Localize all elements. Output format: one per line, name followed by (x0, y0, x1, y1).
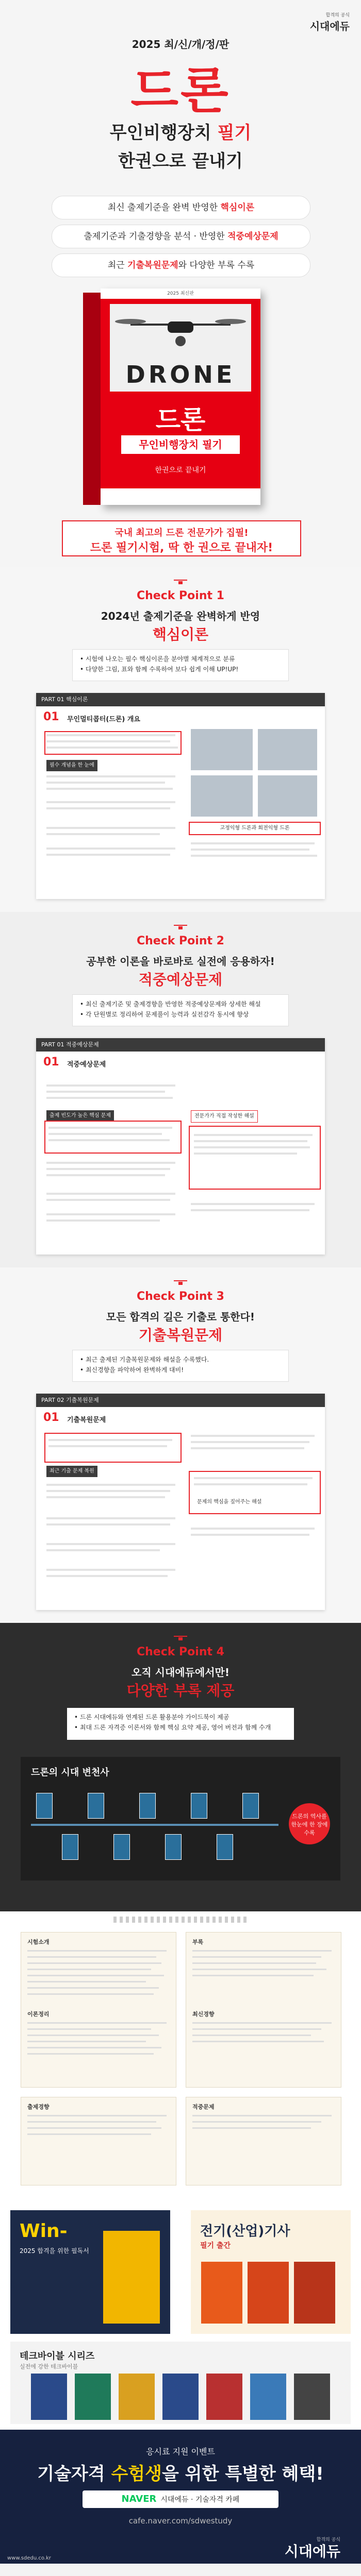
text-line (46, 1193, 175, 1195)
drone-photo-1 (191, 729, 253, 770)
text-line (191, 855, 317, 857)
text-line (191, 1435, 315, 1437)
timeline-card (36, 1793, 53, 1819)
drone-photo-4 (258, 775, 317, 817)
chapter-number: 01 (43, 1056, 59, 1069)
catalog-panel-3 (21, 2097, 176, 2185)
checkpoint-title: 기출복원문제 (138, 1327, 223, 1344)
catalog-line (27, 1956, 156, 1958)
note-item: • 최신경향을 파악하여 완벽하게 대비! (80, 1366, 184, 1374)
ad-denki-title: 전기(산업)기사 (200, 2224, 290, 2239)
text-line (191, 1203, 315, 1205)
text-line (194, 1134, 313, 1136)
checkpoint-subtitle: 오직 시대에듀에서만! (132, 1666, 229, 1679)
text-line (46, 1199, 170, 1201)
feature-pill-2 (52, 225, 310, 248)
text-line (46, 1219, 160, 1222)
catalog-panel-4 (186, 2097, 341, 2185)
ad-denki-subtitle: 필기 출간 (200, 2242, 231, 2250)
text-line (194, 1477, 313, 1479)
text-line (46, 782, 165, 784)
catalog-line (27, 2133, 151, 2135)
side-callout: 전문가가 직접 작성한 해설 (191, 1110, 258, 1123)
catalog-line (27, 2053, 154, 2055)
catalog-line (27, 2022, 167, 2024)
checkpoint-tag: Check Point 2 (137, 935, 224, 947)
note-item: • 각 단원별로 정리하여 문제풀이 능력과 실전감각 동시에 향상 (80, 1011, 249, 1018)
ads-section (0, 2200, 361, 2430)
checkpoint-1-section (0, 567, 361, 912)
checkpoint-subtitle: 2024년 출제기준을 완벽하게 반영 (101, 610, 260, 622)
drone-mini-icon (173, 922, 188, 933)
catalog-line (192, 1975, 314, 1976)
text-line (191, 849, 309, 851)
feature-pill-1 (52, 196, 310, 219)
drone-icon (110, 304, 251, 361)
chapter-title: 기출복원문제 (67, 1416, 106, 1424)
catalog-heading: 최신경향 (192, 2011, 215, 2018)
sample-page-header: PART 01 적중예상문제 (36, 1038, 325, 1052)
catalog-line (192, 2028, 321, 2030)
catalog-line (27, 1987, 159, 1989)
ad-book (31, 2374, 67, 2420)
note-text: 시험에 나오는 필수 핵심이론을 분야별 체계적으로 분류 (85, 655, 235, 663)
ad-denki[interactable] (191, 2210, 351, 2334)
drone-mini-icon (173, 577, 188, 587)
note-text: 드론 시대에듀와 연계된 드론 활용분야 가이드북이 제공 (79, 1714, 229, 1721)
catalog-panel-2 (186, 1932, 341, 2088)
text-line (46, 833, 160, 835)
drone-mini-icon (173, 1633, 188, 1643)
timeline-card (217, 1834, 233, 1860)
text-line (46, 1543, 175, 1545)
catalog-line (27, 1962, 161, 1964)
catalog-line (27, 2127, 161, 2129)
catalog-line (27, 2121, 156, 2123)
catalog-line (27, 2047, 161, 2048)
ad-techbible-title: 테크바이블 시리즈 (20, 2351, 95, 2362)
book-logo: DRONE (125, 361, 236, 388)
text-line (46, 1097, 173, 1099)
ad-book (75, 2374, 111, 2420)
timeline-card (165, 1834, 182, 1860)
photo-caption: 고정익형 드론과 회전익형 드론 (189, 822, 321, 835)
event-label: 응시료 지원 이벤트 (146, 2447, 215, 2456)
feature-text: 출제기준과 기출경향을 분석 · 반영한 (84, 231, 228, 242)
timeline-title: 드론의 시대 변천사 (31, 1767, 109, 1778)
catalog-heading: 시험소개 (27, 1939, 50, 1945)
brand-logo[interactable] (310, 11, 350, 33)
naver-logo: NAVER (121, 2494, 157, 2504)
chapter-title: 무인멀티콥터(드론) 개요 (67, 716, 140, 723)
site-url-link[interactable]: www.sdedu.co.kr (7, 2555, 51, 2561)
naver-cafe-button[interactable] (83, 2490, 278, 2508)
note-item: • 최근 출제된 기출복원문제와 해설을 수록했다. (80, 1356, 209, 1363)
text-line (46, 1484, 175, 1486)
timeline-badge: 드론의 역사를 한눈에 한 장에 수록 (289, 1803, 330, 1844)
text-line (46, 1213, 175, 1215)
ad-win-subtitle: 2025 합격을 위한 필독서 (20, 2247, 89, 2255)
text-line (48, 1439, 172, 1441)
ad-denki-book-1 (201, 2262, 242, 2324)
book-title: 드론 (155, 405, 206, 435)
catalog-heading: 출제경향 (27, 2104, 50, 2110)
text-line (46, 1496, 165, 1498)
text-line (46, 1490, 170, 1492)
note-item: • 최대 드론 자격증 이론서와 함께 핵심 요약 제공, 영어 버전과 함께 수개 (74, 1724, 271, 1731)
event-headline-b: 수험생 (111, 2464, 162, 2484)
checkpoint-4-section (0, 1623, 361, 1911)
text-line (48, 1127, 172, 1129)
text-line (194, 1140, 307, 1142)
ad-book (250, 2374, 286, 2420)
naver-cafe-name: 시대에듀 · 기술자격 카페 (160, 2496, 240, 2504)
appendix-timeline-preview (21, 1757, 340, 1880)
note-text: 최신 출제기준 및 출제경향을 반영한 적중예상문제와 상세한 해설 (85, 1001, 261, 1008)
hero-section (0, 0, 361, 567)
event-headline (0, 2460, 361, 2485)
hero-banner (62, 520, 301, 556)
text-line (194, 1153, 297, 1155)
sample-page-header: PART 02 기출복원문제 (36, 1394, 325, 1407)
hero-tagline: 한권으로 끝내기 (118, 151, 243, 172)
text-line (46, 1523, 170, 1526)
catalog-line (27, 1981, 146, 1982)
checkpoint-notes (72, 994, 289, 1026)
note-text: 최신경향을 파악하여 완벽하게 대비! (85, 1366, 184, 1374)
callout-label: 최근 기출 문제 복원 (46, 1466, 97, 1477)
cafe-url-link[interactable]: cafe.naver.com/sdwestudy (128, 2516, 233, 2526)
catalog-line (192, 2121, 321, 2123)
edition-label: 2025 최/신/개/정/판 (132, 38, 229, 50)
text-line (194, 1483, 307, 1485)
ad-win[interactable] (10, 2210, 170, 2334)
text-line (46, 1174, 165, 1176)
catalog-heading: 이론정리 (27, 2011, 50, 2018)
hero-title: 드론 (130, 62, 231, 120)
checkpoint-notes (72, 649, 289, 681)
text-line (46, 1168, 170, 1170)
ad-book (162, 2374, 199, 2420)
feature-highlight: 기출복원문제 (127, 260, 178, 270)
text-line (191, 1528, 315, 1530)
note-item: • 다양한 그림, 표와 함께 수록하여 보다 쉽게 이해 UP!UP! (80, 666, 239, 673)
timeline-axis (31, 1824, 278, 1826)
ad-denki-book-3 (294, 2262, 335, 2324)
catalog-line (192, 2115, 332, 2116)
feature-text: 최근 (107, 260, 128, 270)
feature-text: 최신 출제기준을 완벽 반영한 (107, 202, 221, 213)
catalog-line (192, 1950, 332, 1952)
feature-text: 와 다양한 부록 수록 (178, 260, 255, 270)
highlight-box (44, 1433, 182, 1463)
ad-book (206, 2374, 242, 2420)
event-headline-a: 기술자격 (37, 2464, 111, 2484)
catalog-line (27, 2028, 151, 2030)
catalog-line (192, 2127, 311, 2129)
banner-line-2: 드론 필기시험, 딱 한 권으로 끝내자! (90, 541, 273, 554)
text-line (191, 1441, 309, 1443)
catalog-line (192, 2035, 311, 2036)
catalog-line (192, 1962, 316, 1964)
hero-subtitle-main: 무인비행장치 (109, 123, 211, 143)
text-line (46, 788, 173, 790)
checkpoint-2-section (0, 912, 361, 1267)
text-line (191, 842, 315, 844)
book-tagline: 한권으로 끝내기 (155, 466, 206, 474)
book-footer (101, 488, 260, 505)
text-line (48, 1133, 162, 1135)
text-line (191, 1534, 309, 1536)
text-line (46, 1517, 175, 1519)
callout-label: 출제 빈도가 높은 핵심 문제 (46, 1110, 114, 1122)
checkpoint-notes (72, 1350, 289, 1382)
note-item: • 시험에 나오는 필수 핵심이론을 분야별 체계적으로 분류 (80, 655, 235, 663)
catalog-line (27, 1975, 164, 1976)
catalog-line (27, 2041, 146, 2042)
checkpoint-subtitle: 모든 합격의 길은 기출로 통한다! (106, 1311, 255, 1323)
drone-photo-2 (258, 729, 317, 770)
drone-mini-icon (173, 1278, 188, 1288)
feature-highlight: 적중예상문제 (227, 231, 278, 242)
ad-book (119, 2374, 155, 2420)
timeline-card (191, 1793, 207, 1819)
ad-denki-book-2 (248, 2262, 289, 2324)
ad-book (294, 2374, 330, 2420)
sample-page-header: PART 01 핵심이론 (36, 693, 325, 706)
note-text: 각 단원별로 정리하여 문제풀이 능력과 실전감각 동시에 향상 (85, 1011, 249, 1018)
banner-line-1: 국내 최고의 드론 전문가가 집필! (114, 528, 249, 538)
highlight-box (44, 731, 182, 755)
event-headline-c: 을 위한 특별한 혜택! (161, 2464, 324, 2484)
side-callout: 문제의 핵심을 짚어주는 해설 (194, 1497, 265, 1508)
checkpoint-title: 핵심이론 (152, 626, 209, 643)
ad-techbible-subtitle: 실전에 강한 테크바이블 (20, 2363, 78, 2370)
text-line (46, 854, 170, 856)
checkpoint-tag: Check Point 3 (137, 1290, 224, 1303)
catalog-line (27, 2035, 159, 2036)
contents-catalog-section (0, 1911, 361, 2200)
catalog-heading: 적중문제 (192, 2104, 215, 2110)
text-line (46, 827, 175, 829)
sample-page-theory (36, 693, 325, 899)
text-line (46, 775, 175, 777)
callout-label: 필수 개념을 한 눈에 (46, 760, 97, 771)
footer-brand-tag: 합격의 공식 (316, 2537, 340, 2543)
checkpoint-tag: Check Point 4 (137, 1646, 224, 1658)
text-line (48, 1139, 170, 1141)
ad-win-book (103, 2231, 160, 2324)
note-text: 다양한 그림, 표와 함께 수록하여 보다 쉽게 이해 UP!UP! (85, 666, 239, 673)
catalog-line (192, 2022, 332, 2024)
catalog-line (27, 1993, 154, 1995)
timeline-card (88, 1793, 104, 1819)
catalog-line (27, 1969, 151, 1970)
note-item: • 최신 출제기준 및 출제경향을 반영한 적중예상문제와 상세한 해설 (80, 1001, 261, 1008)
brand-tag: 합격의 공식 (325, 13, 350, 18)
text-line (191, 1209, 309, 1211)
ad-win-title: Win- (20, 2221, 68, 2242)
catalog-line (192, 2041, 324, 2042)
ad-techbible[interactable] (10, 2342, 351, 2424)
book-subtitle: 무인비행장치 필기 (121, 435, 240, 454)
note-text: 최대 드론 자격증 이론서와 함께 핵심 요약 제공, 영어 버전과 함께 수개 (79, 1724, 271, 1731)
text-line (46, 1084, 175, 1087)
highlight-box (44, 1121, 182, 1154)
footer-section (0, 2430, 361, 2564)
timeline-card (139, 1793, 156, 1819)
drone-photo-3 (191, 775, 253, 817)
footer-brand-logo[interactable]: 시대에듀 (284, 2543, 340, 2560)
chapter-title: 적중예상문제 (67, 1061, 106, 1069)
catalog-line (27, 1950, 167, 1952)
chapter-number: 01 (43, 1411, 59, 1424)
note-text: 최근 출제된 기출복원문제와 해설을 수록했다. (85, 1356, 209, 1363)
feature-pill-3 (52, 253, 310, 277)
timeline-card (242, 1793, 259, 1819)
text-line (46, 807, 170, 809)
catalog-line (27, 2115, 167, 2116)
checkpoint-title: 다양한 부록 제공 (126, 1682, 235, 1699)
text-line (46, 1162, 175, 1164)
timeline-card (62, 1834, 78, 1860)
text-line (46, 1575, 168, 1577)
chapter-number: 01 (43, 710, 59, 723)
text-line (191, 1447, 304, 1449)
book-spine (83, 293, 101, 505)
hero-subtitle-accent: 필기 (217, 123, 252, 143)
book-cover (101, 289, 260, 505)
text-line (46, 1549, 160, 1551)
divider-dots (113, 1917, 248, 1923)
timeline-card (113, 1834, 130, 1860)
text-line (46, 801, 175, 803)
checkpoint-notes (67, 1708, 294, 1740)
book-top-label: 2025 최신판 (101, 289, 260, 299)
catalog-heading: 부록 (192, 1939, 204, 1945)
checkpoint-title: 적중예상문제 (138, 971, 223, 988)
feature-highlight: 핵심이론 (220, 202, 255, 213)
text-line (46, 1569, 175, 1571)
checkpoint-3-section (0, 1267, 361, 1623)
note-item: • 드론 시대에듀와 연계된 드론 활용분야 가이드북이 제공 (74, 1714, 229, 1721)
catalog-panel-1 (21, 1932, 176, 2088)
catalog-line (192, 1956, 321, 1958)
checkpoint-subtitle: 공부한 이론을 바로바로 실전에 응용하자! (86, 955, 275, 968)
sample-page-questions (36, 1038, 325, 1255)
checkpoint-tag: Check Point 1 (137, 589, 224, 602)
brand-name: 시대에듀 (309, 20, 350, 32)
hero-subtitle (0, 118, 361, 144)
text-line (46, 1091, 165, 1093)
sample-page-past-exam (36, 1394, 325, 1610)
text-line (48, 1445, 167, 1447)
text-line (46, 848, 175, 850)
text-line (194, 1146, 310, 1148)
catalog-line (192, 1969, 326, 1970)
